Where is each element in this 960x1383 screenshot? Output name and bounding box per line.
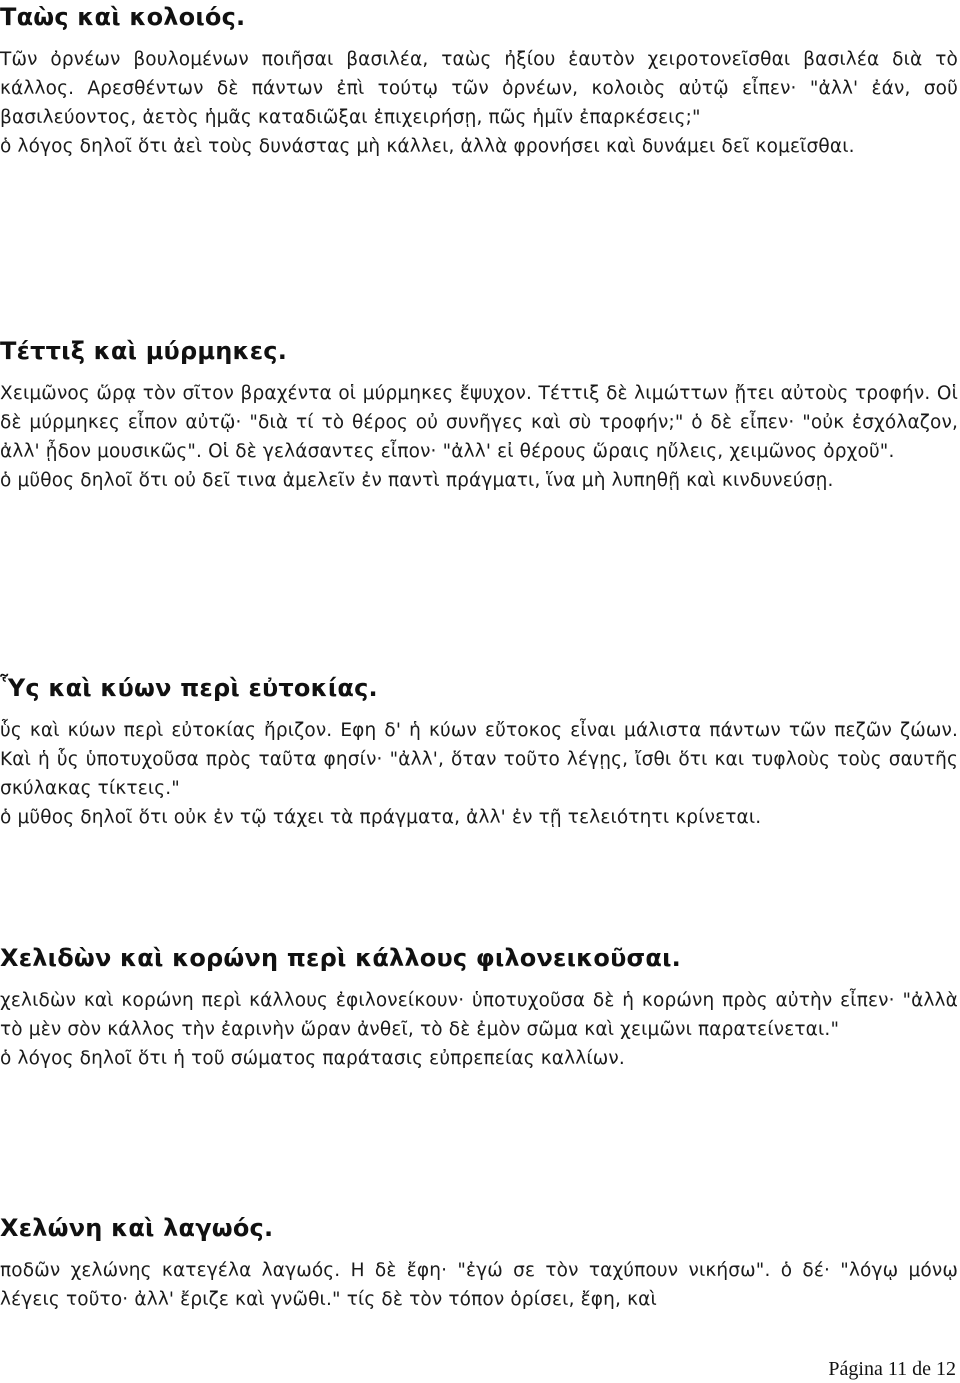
fable-tortoise-hare [0,1213,958,1314]
page-number: Página 11 de 12 [828,1358,956,1380]
fable-title: Ὗς καὶ κύων περὶ εὐτοκίας. [0,674,378,702]
fable-title: Ταὼς καὶ κολοιός. [0,3,246,31]
fable-moral: ὁ μῦθος δηλοῖ ὅτι οὐκ ἐν τῷ τάχει τὰ πράγματα, ἀλλ' ἐν τῇ τελειότητι κρίνεται. [0,807,762,828]
fable-cicada-ants [0,336,958,495]
fable-title: Χελιδὼν καὶ κορώνη περὶ κάλλους φιλονεικοῦσαι. [0,944,681,972]
fable-peacock-jackdaw [0,2,958,161]
fable-text: Χειμῶνος ὥρᾳ τὸν σῖτον βραχέντα οἱ μύρμηκες ἔψυχον. Τέττιξ δὲ λιμώττων ᾔτει αὐτοὺς τροφήν. Οἱ δὲ μύρμηκες εἶπον αὐτῷ· "διὰ τί τὸ θέρος οὐ συνῆγες καὶ σὺ τροφήν;" ὁ δὲ εἶπεν· "οὐκ ἐσχόλαζον, ἀλλ' ᾖδον μουσικῶς". Οἱ δὲ γελάσαντες εἶπον· "ἀλλ' εἰ θέρους ὥραις ηὔλεις, χειμῶνος ὀρχοῦ". [0,383,958,462]
fable-text: χελιδὼν καὶ κορώνη περὶ κάλλους ἐφιλονείκουν· ὑποτυχοῦσα δὲ ἡ κορώνη πρὸς αὐτὴν εἶπεν· "ἀλλὰ τὸ μὲν σὸν κάλλος τὴν ἐαρινὴν ὥραν ἀνθεῖ, τὸ δὲ ἐμὸν σῶμα καὶ χειμῶνι παρατείνεται." [0,990,958,1040]
fable-text: Τῶν ὀρνέων βουλομένων ποιῆσαι βασιλέα, ταὼς ἠξίου ἑαυτὸν χειροτονεῖσθαι βασιλέα διὰ τὸ κάλλος. Αρεσθέντων δὲ πάντων ἐπὶ τούτῳ τῶν ὀρνέων, κολοιὸς αὐτῷ εἶπεν· "ἀλλ' ἐάν, σοῦ βασιλεύοντος, ἀετὸς ἡμᾶς καταδιῶξαι ἐπιχειρήσῃ, πῶς ἡμῖν ἐπαρκέσεις;" [0,49,958,128]
fable-moral: ὁ λόγος δηλοῖ ὅτι ἡ τοῦ σώματος παράτασις εὐπρεπείας καλλίων. [0,1048,625,1069]
fable-text: ποδῶν χελώνης κατεγέλα λαγωός. Η δὲ ἔφη· "ἐγώ σε τὸν ταχύπουν νικήσω". ὁ δέ· "λόγῳ μόνῳ λέγεις τοῦτο· ἀλλ' ἔριζε καὶ γνῶθι." τίς δὲ τὸν τόπον ὁρίσει, ἔφη, καὶ [0,1260,958,1310]
fable-moral: ὁ μῦθος δηλοῖ ὅτι οὐ δεῖ τινα ἀμελεῖν ἐν παντὶ πράγματι, ἵνα μὴ λυπηθῇ καὶ κινδυνεύσῃ. [0,470,834,491]
fable-swallow-crow [0,943,958,1073]
fable-sow-dog [0,673,958,832]
fable-title: Χελώνη καὶ λαγωός. [0,1214,274,1242]
fable-moral: ὁ λόγος δηλοῖ ὅτι ἀεὶ τοὺς δυνάστας μὴ κάλλει, ἀλλὰ φρονήσει καὶ δυνάμει δεῖ κομεῖσθαι. [0,136,855,157]
fable-text: ὗς καὶ κύων περὶ εὐτοκίας ἤριζον. Εφη δ' ἡ κύων εὔτοκος εἶναι μάλιστα πάντων τῶν πεζῶν ζώων. Καὶ ἡ ὗς ὑποτυχοῦσα πρὸς ταῦτα φησίν· "ἀλλ', ὅταν τοῦτο λέγῃς, ἴσθι ὅτι και τυφλοὺς τοὺς σαυτῆς σκύλακας τίκτεις." [0,720,958,799]
fable-title: Τέττιξ καὶ μύρμηκες. [0,337,288,365]
